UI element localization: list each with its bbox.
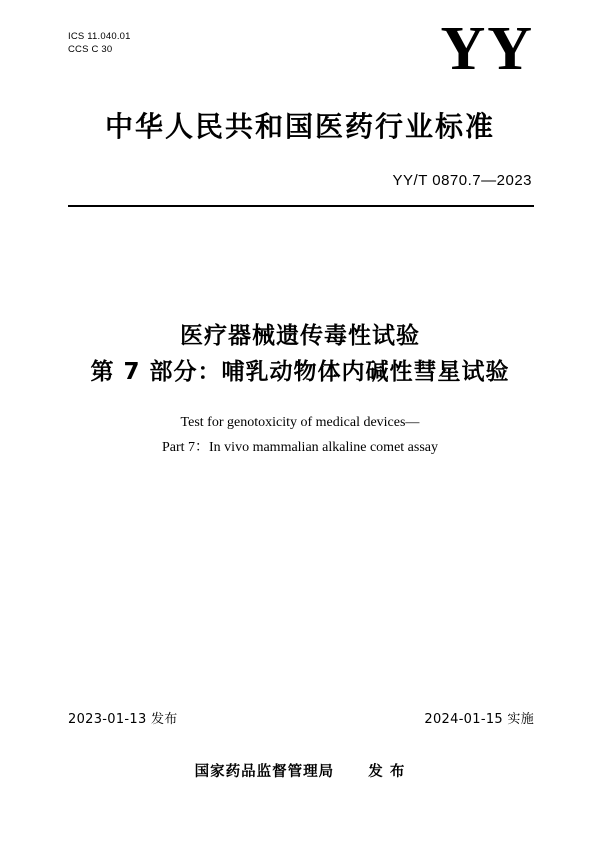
header-divider bbox=[68, 205, 534, 207]
issuing-authority-name: 国家药品监督管理局 bbox=[194, 764, 335, 780]
implementation-date: 2024-01-15 实施 bbox=[424, 712, 534, 727]
issuing-authority-suffix: 发 布 bbox=[368, 764, 406, 780]
document-title-en bbox=[0, 410, 600, 460]
document-title-cn bbox=[0, 318, 600, 390]
standard-number: YY/T 0870.7—2023 bbox=[392, 172, 532, 189]
ics-code: ICS 11.040.01 bbox=[68, 31, 131, 42]
publish-date: 2023-01-13 发布 bbox=[68, 712, 178, 727]
yy-logo: YY bbox=[440, 15, 534, 83]
issuing-authority bbox=[0, 760, 600, 781]
document-title-cn-line2: 第 7 部分：哺乳动物体内碱性彗星试验 bbox=[90, 359, 510, 385]
document-title-en-line2: Part 7：In vivo mammalian alkaline comet assay bbox=[161, 440, 439, 455]
page-title: 中华人民共和国医药行业标准 bbox=[104, 110, 495, 143]
document-title-en-line1: Test for genotoxicity of medical devices— bbox=[180, 415, 420, 430]
document-title-cn-line1: 医疗器械遗传毒性试验 bbox=[180, 323, 420, 349]
classification-codes bbox=[68, 30, 131, 56]
ccs-code: CCS C 30 bbox=[68, 44, 113, 55]
